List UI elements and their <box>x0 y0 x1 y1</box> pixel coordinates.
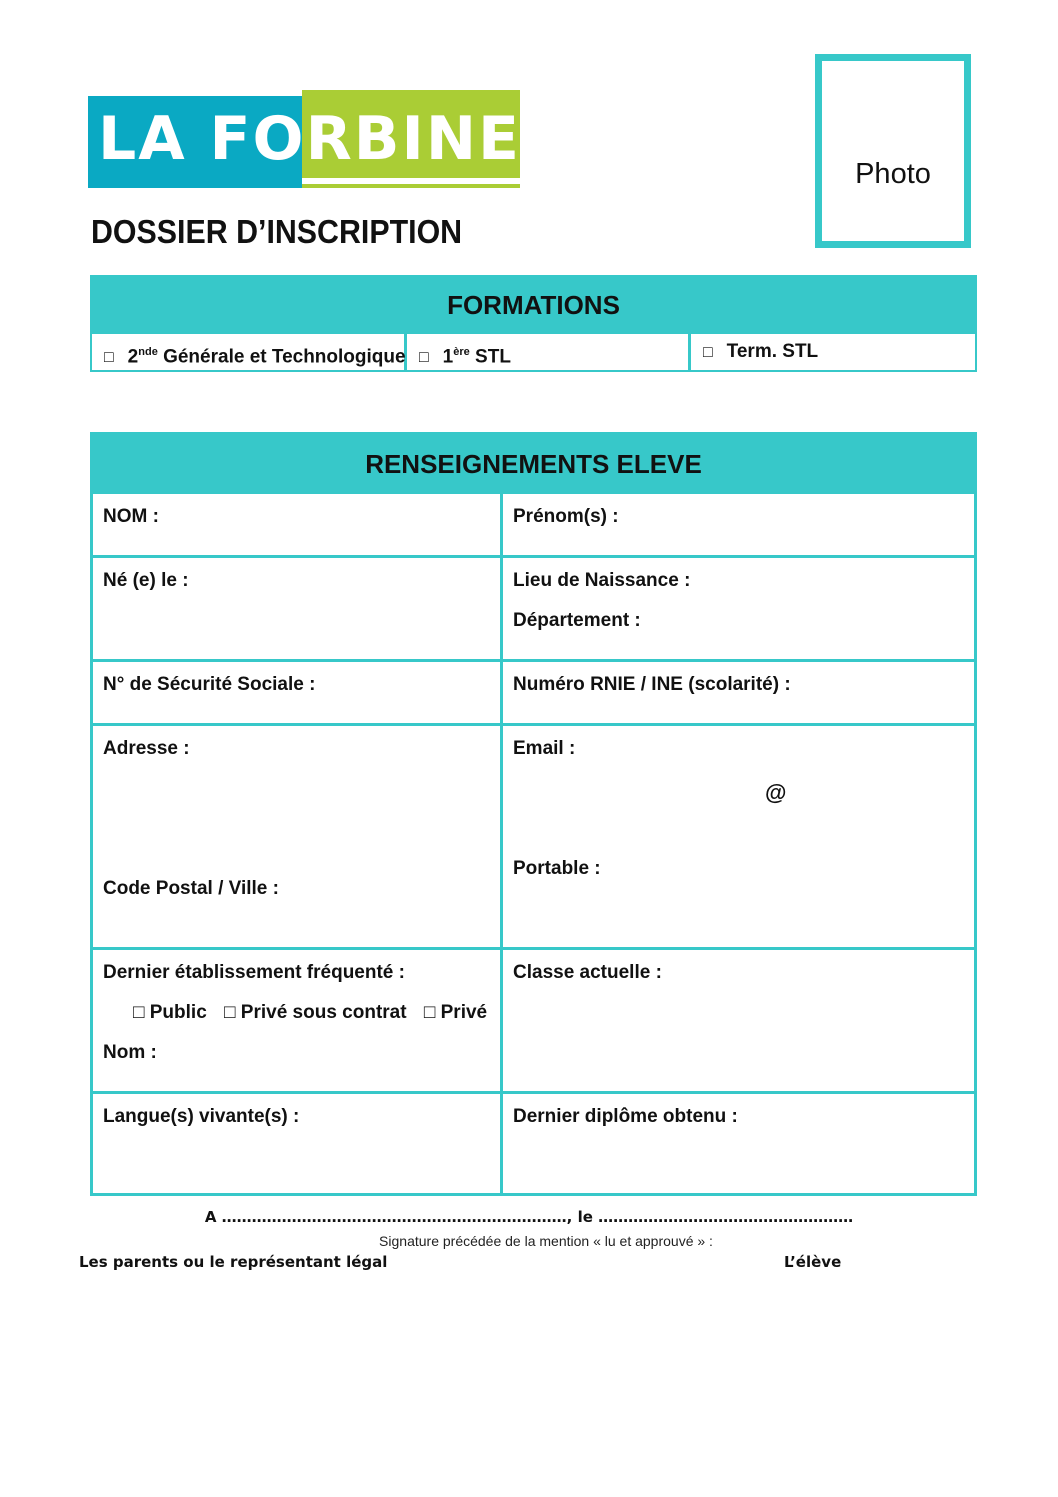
logo-text <box>98 104 521 174</box>
logo-text-left: LA FO <box>98 104 306 174</box>
label-email: Email : <box>513 738 576 759</box>
row-school <box>93 947 974 1091</box>
option-seconde[interactable] <box>92 334 407 370</box>
option-terminale-label: Term. STL <box>726 341 819 362</box>
field-prenom[interactable] <box>503 494 974 555</box>
logo-top-bar <box>88 90 302 96</box>
row-contact <box>93 723 974 947</box>
checkbox-prive-sous-contrat[interactable]: □ Privé sous contrat <box>224 1002 407 1023</box>
field-email[interactable] <box>503 726 974 947</box>
field-ne-le[interactable] <box>93 558 503 659</box>
row-birth <box>93 555 974 659</box>
label-nom: NOM : <box>103 506 159 527</box>
signature-place-date-line: A ……………………………………………………………, le …………………………………………… <box>204 1208 854 1226</box>
option-seconde-main: 2 <box>127 346 139 368</box>
label-lieu-naissance: Lieu de Naissance : <box>513 570 691 591</box>
field-diplome[interactable] <box>503 1094 974 1193</box>
checkbox-icon[interactable]: □ <box>419 349 429 367</box>
formations-heading: FORMATIONS <box>92 277 975 334</box>
label-classe-actuelle: Classe actuelle : <box>513 962 662 983</box>
formations-options-row <box>92 334 975 370</box>
at-sign: @ <box>765 780 787 805</box>
signature-eleve-label: L’élève <box>784 1253 842 1271</box>
school-logo <box>88 90 520 188</box>
label-secu: N° de Sécurité Sociale : <box>103 674 316 695</box>
student-info-table <box>90 432 977 1196</box>
field-dernier-etablissement[interactable] <box>93 950 503 1091</box>
photo-label: Photo <box>855 158 931 190</box>
row-ids <box>93 659 974 723</box>
signature-mention: Signature précédée de la mention « lu et approuvé » : <box>379 1233 713 1249</box>
checkbox-icon[interactable]: □ <box>703 344 713 361</box>
label-dernier-etablissement: Dernier établissement fréquenté : <box>103 962 405 983</box>
student-info-heading: RENSEIGNEMENTS ELEVE <box>93 435 974 491</box>
label-portable: Portable : <box>513 858 601 879</box>
logo-text-right: RBINE <box>305 104 522 174</box>
label-code-postal: Code Postal / Ville : <box>103 878 279 899</box>
field-secu[interactable] <box>93 662 503 723</box>
label-prenom: Prénom(s) : <box>513 506 619 527</box>
photo-frame <box>815 54 971 248</box>
option-premiere-label: STL <box>469 346 511 368</box>
formations-table <box>90 275 977 372</box>
option-premiere[interactable] <box>407 334 691 370</box>
field-adresse[interactable] <box>93 726 503 947</box>
signature-parents-label: Les parents ou le représentant légal <box>79 1253 388 1271</box>
label-langues: Langue(s) vivante(s) : <box>103 1106 300 1127</box>
label-rnie: Numéro RNIE / INE (scolarité) : <box>513 674 791 695</box>
field-langues[interactable] <box>93 1094 503 1193</box>
label-departement: Département : <box>513 610 641 631</box>
logo-bottom-bar <box>302 178 520 184</box>
school-type-options <box>103 1002 490 1024</box>
field-nom[interactable] <box>93 494 503 555</box>
row-languages <box>93 1091 974 1193</box>
row-name <box>93 491 974 555</box>
field-rnie[interactable] <box>503 662 974 723</box>
option-seconde-label: Générale et Technologique <box>157 346 406 368</box>
option-seconde-sup: nde <box>138 346 158 358</box>
checkbox-prive[interactable]: □ Privé <box>423 1002 488 1023</box>
field-lieu-naissance[interactable] <box>503 558 974 659</box>
option-premiere-main: 1 <box>442 346 454 368</box>
field-classe-actuelle[interactable] <box>503 950 974 1091</box>
option-premiere-sup: ère <box>453 346 470 358</box>
label-adresse: Adresse : <box>103 738 190 759</box>
option-terminale[interactable] <box>691 334 975 370</box>
label-ne-le: Né (e) le : <box>103 570 189 591</box>
checkbox-public[interactable]: □ Public <box>133 1002 207 1023</box>
checkbox-icon[interactable]: □ <box>104 349 114 367</box>
document-title: DOSSIER D’INSCRIPTION <box>91 213 463 250</box>
label-diplome: Dernier diplôme obtenu : <box>513 1106 738 1127</box>
label-etablissement-nom: Nom : <box>103 1042 157 1063</box>
